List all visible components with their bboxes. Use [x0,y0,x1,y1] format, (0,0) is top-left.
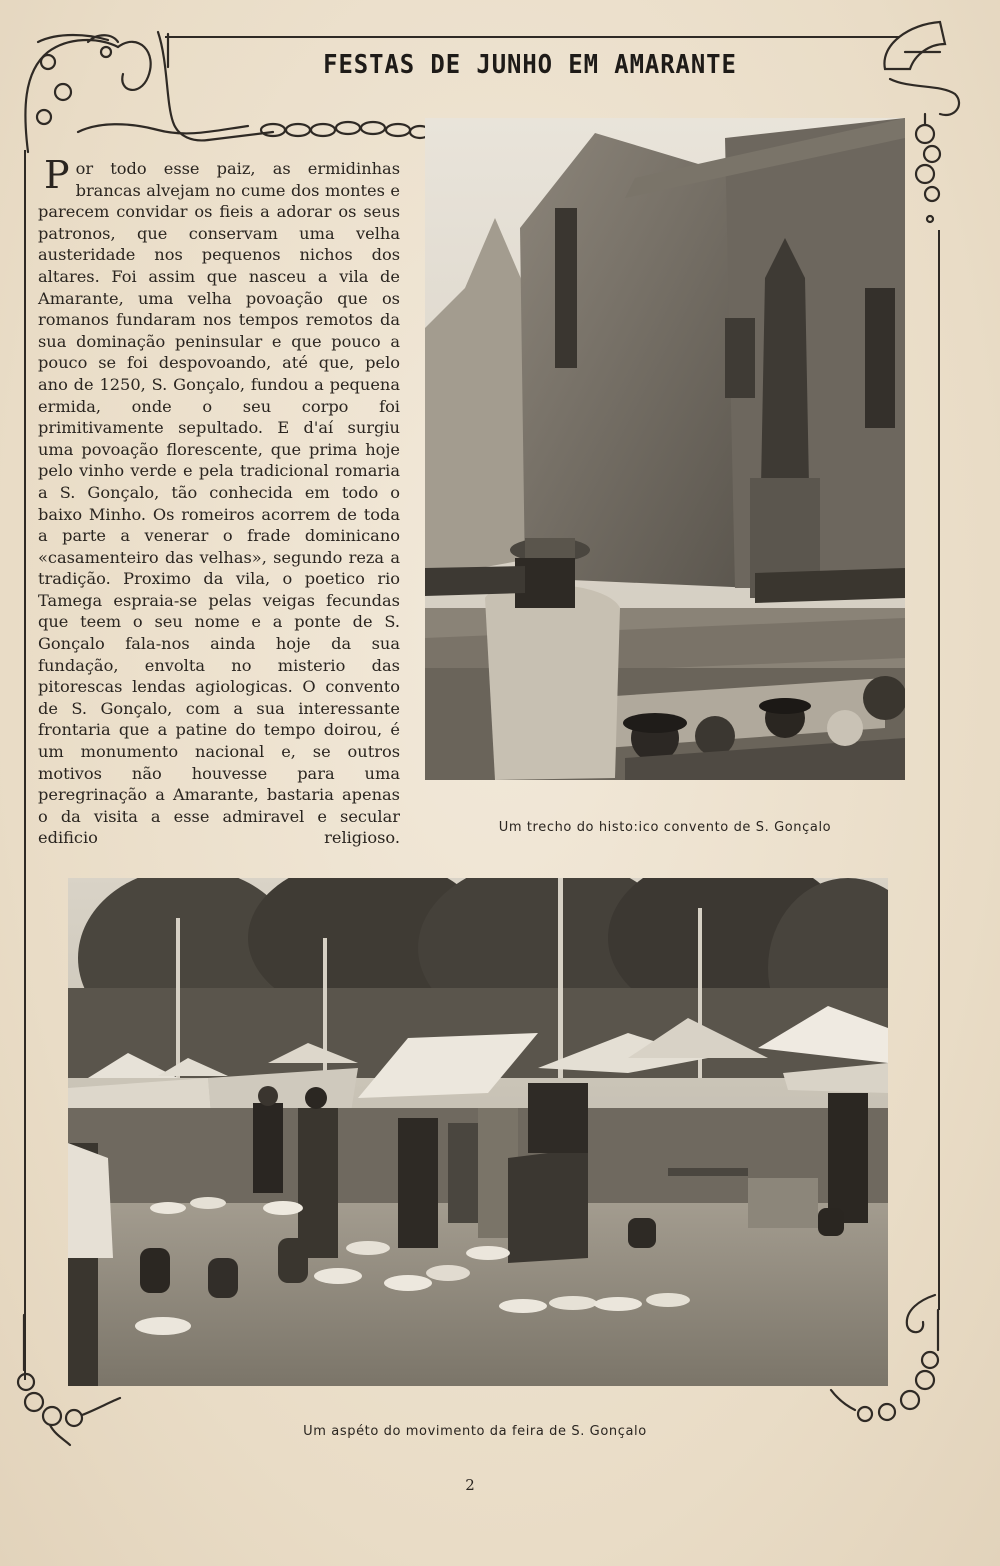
article-text: or todo esse paiz, as ermidinhas brancas alvejam no cume dos montes e parecem convidar os fieis a adorar os seus patronos, que conservam uma velha austeridade nos pequenos nichos dos altares. Foi assim que nasceu a vila de Amarante, uma velha povoação que os romanos fundaram nos tempos remotos da sua dominação peninsular e que pouco a pouco se foi despovoando, até que, pelo ano de 1250, S. Gonçalo, fundou a pequena ermida, onde o seu corpo foi primitivamente sepultado. E d'aí surgiu uma povoação florescente, que prima hoje pelo vinho verde e pela tradicional romaria a S. Gonçalo, tão conhecida em todo o baixo Minho. Os romeiros acorrem de toda a parte a venerar o frade dominicano «casamenteiro das velhas», segundo reza a tradição. Proximo da vila, o poetico rio Tamega espraia-se pelas veigas fecundas que teem o seu nome e a ponte de S. Gonçalo fala-nos ainda hoje da sua fundação, envolta no misterio das pitorescas lendas agiologicas. O convento de S. Gonçalo, com a sua interessante frontaria que a patine do tempo doirou, é um monumento nacional e, se outros motivos não houvesse para uma peregrinação a Amarante, bastaria apenas o da visita a esse admiravel e secular edificio religioso. [38,159,400,848]
frame-right-border [938,230,940,1310]
article-title: FESTAS DE JUNHO EM AMARANTE [323,50,737,80]
drop-cap: P [44,153,70,197]
fair-caption: Um aspéto do movimento da feira de S. Gonçalo [303,1424,647,1439]
convent-photo [425,118,905,780]
article-body [38,153,400,849]
convent-caption: Um trecho do histo:ico convento de S. Gonçalo [498,820,832,835]
page-number: 2 [465,1476,475,1494]
frame-left-border [24,150,26,1380]
fair-photo [68,878,888,1386]
top-left-ornament [18,22,438,162]
